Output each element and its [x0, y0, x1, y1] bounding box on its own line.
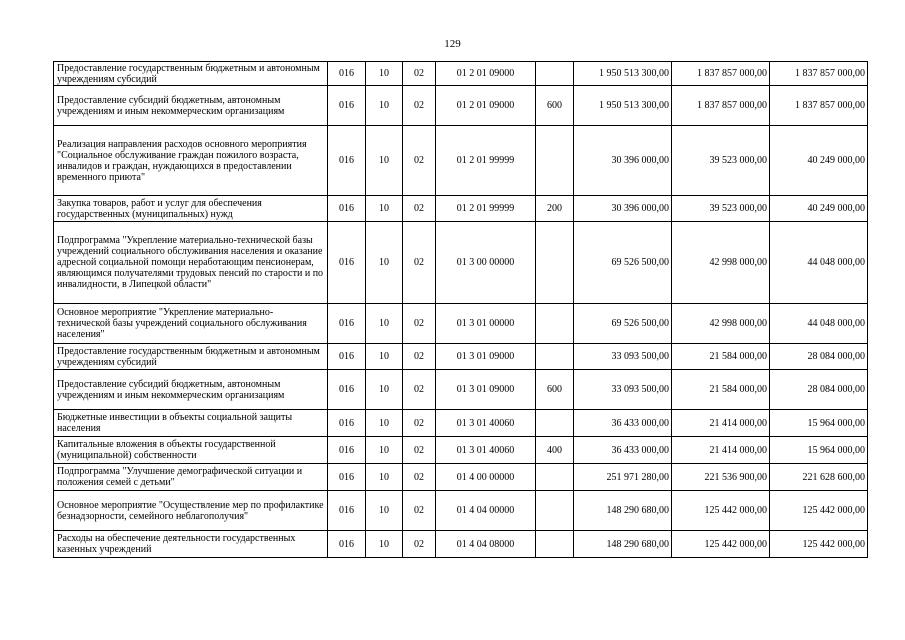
amount-year-3: 15 964 000,00 [770, 437, 868, 464]
amount-year-1: 69 526 500,00 [574, 304, 672, 344]
expense-type-code [536, 304, 574, 344]
section-code: 10 [366, 62, 403, 86]
ministry-code: 016 [328, 222, 366, 304]
row-name: Основное мероприятие "Укрепление материально-технической базы учреждений социального обслуживания населения" [54, 304, 328, 344]
row-name: Предоставление государственным бюджетным и автономным учреждениям субсидий [54, 344, 328, 370]
table-row [54, 531, 868, 558]
target-article-code: 01 3 01 09000 [436, 370, 536, 410]
subsection-code: 02 [403, 196, 436, 222]
subsection-code: 02 [403, 370, 436, 410]
subsection-code: 02 [403, 344, 436, 370]
expense-type-code [536, 344, 574, 370]
expense-type-code: 600 [536, 86, 574, 126]
amount-year-1: 69 526 500,00 [574, 222, 672, 304]
row-name: Подпрограмма "Укрепление материально-технической базы учреждений социального обслуживания населения и оказание адресной социальной помощи неработающим пенсионерам, являющимся получателями трудовых пенсий по старости и по инвалидности, в Липецкой области" [54, 222, 328, 304]
subsection-code: 02 [403, 491, 436, 531]
amount-year-2: 39 523 000,00 [672, 126, 770, 196]
amount-year-2: 21 414 000,00 [672, 410, 770, 437]
amount-year-3: 40 249 000,00 [770, 196, 868, 222]
table-row [54, 86, 868, 126]
table-body [54, 62, 868, 558]
page-number: 129 [444, 38, 461, 50]
section-code: 10 [366, 410, 403, 437]
section-code: 10 [366, 370, 403, 410]
row-name: Предоставление государственным бюджетным и автономным учреждениям субсидий [54, 62, 328, 86]
target-article-code: 01 3 01 00000 [436, 304, 536, 344]
amount-year-1: 36 433 000,00 [574, 437, 672, 464]
amount-year-2: 42 998 000,00 [672, 222, 770, 304]
table-row [54, 126, 868, 196]
subsection-code: 02 [403, 222, 436, 304]
target-article-code: 01 2 01 09000 [436, 62, 536, 86]
expense-type-code: 400 [536, 437, 574, 464]
section-code: 10 [366, 491, 403, 531]
section-code: 10 [366, 304, 403, 344]
expense-type-code [536, 464, 574, 491]
row-name: Предоставление субсидий бюджетным, автономным учреждениям и иным некоммерческим организациям [54, 370, 328, 410]
amount-year-3: 15 964 000,00 [770, 410, 868, 437]
table-row [54, 491, 868, 531]
subsection-code: 02 [403, 304, 436, 344]
ministry-code: 016 [328, 62, 366, 86]
target-article-code: 01 3 01 09000 [436, 344, 536, 370]
row-name: Предоставление субсидий бюджетным, автономным учреждениям и иным некоммерческим организациям [54, 86, 328, 126]
ministry-code: 016 [328, 370, 366, 410]
amount-year-1: 33 093 500,00 [574, 344, 672, 370]
amount-year-2: 39 523 000,00 [672, 196, 770, 222]
amount-year-1: 148 290 680,00 [574, 531, 672, 558]
ministry-code: 016 [328, 126, 366, 196]
amount-year-1: 30 396 000,00 [574, 126, 672, 196]
amount-year-1: 251 971 280,00 [574, 464, 672, 491]
target-article-code: 01 4 04 00000 [436, 491, 536, 531]
target-article-code: 01 3 01 40060 [436, 437, 536, 464]
subsection-code: 02 [403, 410, 436, 437]
subsection-code: 02 [403, 464, 436, 491]
ministry-code: 016 [328, 196, 366, 222]
target-article-code: 01 4 00 00000 [436, 464, 536, 491]
expense-type-code [536, 410, 574, 437]
subsection-code: 02 [403, 531, 436, 558]
subsection-code: 02 [403, 62, 436, 86]
section-code: 10 [366, 464, 403, 491]
row-name: Подпрограмма "Улучшение демографической ситуации и положения семей с детьми" [54, 464, 328, 491]
table-row [54, 304, 868, 344]
amount-year-3: 40 249 000,00 [770, 126, 868, 196]
target-article-code: 01 3 00 00000 [436, 222, 536, 304]
section-code: 10 [366, 222, 403, 304]
amount-year-2: 1 837 857 000,00 [672, 86, 770, 126]
ministry-code: 016 [328, 464, 366, 491]
target-article-code: 01 2 01 99999 [436, 196, 536, 222]
table-row [54, 196, 868, 222]
target-article-code: 01 2 01 99999 [436, 126, 536, 196]
section-code: 10 [366, 344, 403, 370]
target-article-code: 01 4 04 08000 [436, 531, 536, 558]
amount-year-2: 42 998 000,00 [672, 304, 770, 344]
amount-year-1: 1 950 513 300,00 [574, 62, 672, 86]
table-row [54, 62, 868, 86]
row-name: Бюджетные инвестиции в объекты социальной защиты населения [54, 410, 328, 437]
amount-year-2: 125 442 000,00 [672, 531, 770, 558]
amount-year-1: 36 433 000,00 [574, 410, 672, 437]
amount-year-1: 1 950 513 300,00 [574, 86, 672, 126]
ministry-code: 016 [328, 410, 366, 437]
expense-type-code [536, 126, 574, 196]
subsection-code: 02 [403, 126, 436, 196]
section-code: 10 [366, 437, 403, 464]
amount-year-2: 125 442 000,00 [672, 491, 770, 531]
amount-year-3: 44 048 000,00 [770, 304, 868, 344]
amount-year-2: 221 536 900,00 [672, 464, 770, 491]
table-row [54, 464, 868, 491]
table-row [54, 410, 868, 437]
ministry-code: 016 [328, 304, 366, 344]
amount-year-3: 221 628 600,00 [770, 464, 868, 491]
ministry-code: 016 [328, 437, 366, 464]
ministry-code: 016 [328, 531, 366, 558]
amount-year-1: 148 290 680,00 [574, 491, 672, 531]
budget-table [53, 61, 868, 558]
amount-year-2: 21 584 000,00 [672, 344, 770, 370]
amount-year-2: 1 837 857 000,00 [672, 62, 770, 86]
table-row [54, 437, 868, 464]
amount-year-1: 30 396 000,00 [574, 196, 672, 222]
amount-year-1: 33 093 500,00 [574, 370, 672, 410]
ministry-code: 016 [328, 86, 366, 126]
target-article-code: 01 2 01 09000 [436, 86, 536, 126]
subsection-code: 02 [403, 86, 436, 126]
amount-year-2: 21 584 000,00 [672, 370, 770, 410]
expense-type-code [536, 491, 574, 531]
table-row [54, 222, 868, 304]
expense-type-code: 200 [536, 196, 574, 222]
expense-type-code [536, 62, 574, 86]
amount-year-3: 125 442 000,00 [770, 491, 868, 531]
row-name: Основное мероприятие "Осуществление мер по профилактике безнадзорности, семейного неблагополучия" [54, 491, 328, 531]
table-row [54, 344, 868, 370]
amount-year-3: 28 084 000,00 [770, 344, 868, 370]
ministry-code: 016 [328, 344, 366, 370]
table-row [54, 370, 868, 410]
row-name: Закупка товаров, работ и услуг для обеспечения государственных (муниципальных) нужд [54, 196, 328, 222]
row-name: Расходы на обеспечение деятельности государственных казенных учреждений [54, 531, 328, 558]
expense-type-code [536, 531, 574, 558]
subsection-code: 02 [403, 437, 436, 464]
amount-year-2: 21 414 000,00 [672, 437, 770, 464]
amount-year-3: 28 084 000,00 [770, 370, 868, 410]
expense-type-code [536, 222, 574, 304]
section-code: 10 [366, 196, 403, 222]
section-code: 10 [366, 86, 403, 126]
row-name: Капитальные вложения в объекты государственной (муниципальной) собственности [54, 437, 328, 464]
section-code: 10 [366, 531, 403, 558]
amount-year-3: 125 442 000,00 [770, 531, 868, 558]
row-name: Реализация направления расходов основного мероприятия "Социальное обслуживание граждан пожилого возраста, инвалидов и граждан, нуждающихся в предоставлении временного приюта" [54, 126, 328, 196]
target-article-code: 01 3 01 40060 [436, 410, 536, 437]
ministry-code: 016 [328, 491, 366, 531]
amount-year-3: 1 837 857 000,00 [770, 86, 868, 126]
expense-type-code: 600 [536, 370, 574, 410]
amount-year-3: 44 048 000,00 [770, 222, 868, 304]
section-code: 10 [366, 126, 403, 196]
amount-year-3: 1 837 857 000,00 [770, 62, 868, 86]
